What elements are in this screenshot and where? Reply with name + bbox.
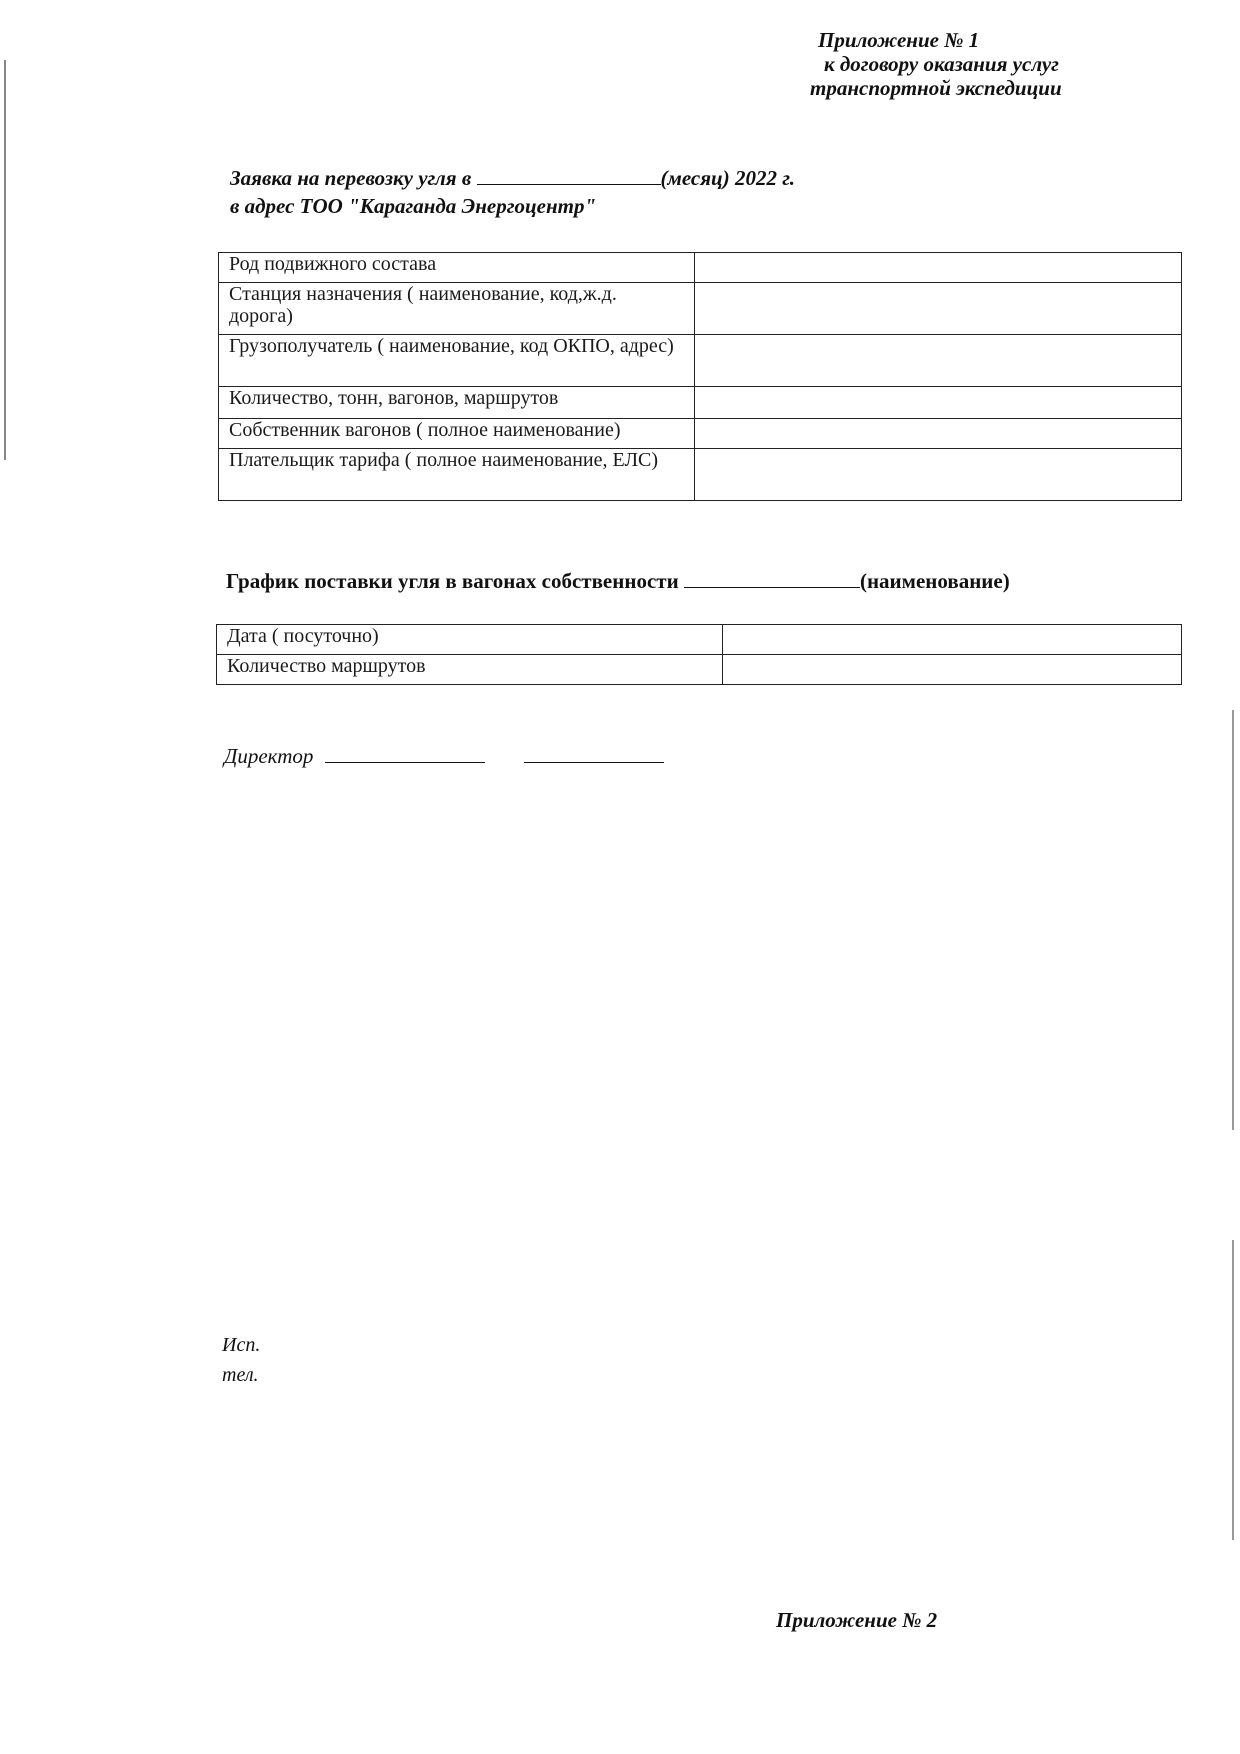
row-label-destination-station: Станция назначения ( наименование, код,ж.д. дорога)	[219, 283, 695, 335]
row-label-tariff-payer: Плательщик тарифа ( полное наименование, ЕЛС)	[219, 449, 695, 501]
annex-header	[810, 28, 1118, 100]
table-row	[219, 449, 1182, 501]
signature-blank[interactable]	[325, 762, 485, 763]
request-table	[218, 252, 1182, 501]
table-row	[217, 625, 1182, 655]
annex-contract-line: к договору оказания услуг	[824, 52, 1059, 76]
row-value-quantity[interactable]	[695, 387, 1182, 419]
table-row	[217, 655, 1182, 685]
schedule-table	[216, 624, 1182, 685]
row-value-consignee[interactable]	[695, 335, 1182, 387]
scan-edge-mark	[4, 60, 6, 460]
executor-label: Исп.	[222, 1334, 261, 1356]
owner-blank[interactable]	[684, 587, 860, 588]
row-value-rolling-stock[interactable]	[695, 253, 1182, 283]
row-value-wagon-owner[interactable]	[695, 419, 1182, 449]
name-blank[interactable]	[524, 762, 664, 763]
schedule-title-suffix: (наименование)	[859, 569, 1010, 593]
row-label-consignee: Грузополучатель ( наименование, код ОКПО, адрес)	[219, 335, 695, 387]
row-label-wagon-owner: Собственник вагонов ( полное наименование)	[219, 419, 695, 449]
table-row	[219, 387, 1182, 419]
row-value-date[interactable]	[723, 625, 1182, 655]
annex-number: Приложение № 1	[818, 28, 980, 52]
month-blank[interactable]	[477, 184, 661, 185]
annex-2-label: Приложение № 2	[776, 1608, 938, 1632]
schedule-title-prefix: График поставки угля в вагонах собственности	[226, 569, 679, 593]
scan-edge-mark	[1232, 710, 1234, 1130]
request-title	[230, 164, 795, 220]
row-label-date: Дата ( посуточно)	[217, 625, 723, 655]
row-value-tariff-payer[interactable]	[695, 449, 1182, 501]
scan-edge-mark	[1232, 1240, 1234, 1540]
row-value-destination-station[interactable]	[695, 283, 1182, 335]
annex-service-line: транспортной экспедиции	[810, 76, 1062, 100]
table-row	[219, 253, 1182, 283]
table-row	[219, 335, 1182, 387]
row-label-routes-count: Количество маршрутов	[217, 655, 723, 685]
table-row	[219, 283, 1182, 335]
row-label-quantity: Количество, тонн, вагонов, маршрутов	[219, 387, 695, 419]
row-label-rolling-stock: Род подвижного состава	[219, 253, 695, 283]
table-row	[219, 419, 1182, 449]
director-label: Директор	[224, 744, 314, 768]
request-title-suffix: (месяц) 2022 г.	[660, 166, 795, 190]
request-title-prefix: Заявка на перевозку угля в	[230, 166, 472, 190]
executor-block	[222, 1330, 260, 1390]
request-address: в адрес ТОО "Караганда Энергоцентр"	[230, 194, 597, 218]
director-signature-line	[224, 744, 664, 769]
schedule-title	[226, 568, 1010, 594]
row-value-routes-count[interactable]	[723, 655, 1182, 685]
phone-label: тел.	[222, 1364, 259, 1386]
